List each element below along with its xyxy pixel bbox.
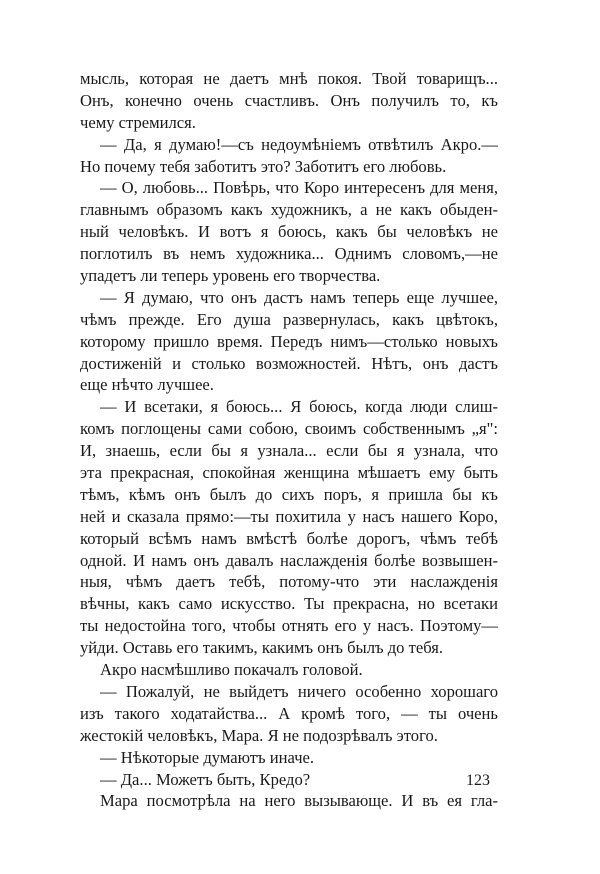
page-number: 123 bbox=[466, 772, 490, 789]
text-line: Онъ, конечно очень счастливъ. Онъ получилъ то, къ bbox=[80, 90, 498, 110]
text-line: И, знаешь, если бы я узнала... если бы я узнала, что bbox=[80, 441, 498, 461]
text-line: вѣчны, какъ само искусство. Ты прекрасна, но всетаки bbox=[80, 594, 498, 614]
text-line: поглотилъ въ немъ художника... Однимъ словомъ,—не bbox=[80, 244, 498, 264]
text-line: — Да, я думаю!—съ недоумѣніемъ отвѣтилъ Акро.— bbox=[100, 134, 498, 154]
text-line: еще нѣчто лучшее. bbox=[80, 375, 214, 395]
text-line: уйди. Оставь его такимъ, какимъ онъ былъ до тебя. bbox=[80, 638, 444, 658]
text-line: жестокій человѣкъ, Мара. Я не подозрѣвалъ этого. bbox=[80, 725, 438, 745]
text-line: — Да... Можетъ быть, Кредо? bbox=[100, 769, 311, 789]
page-body bbox=[80, 68, 498, 812]
text-line: ныя, чѣмъ даетъ тебѣ, потому-что эти наслажденія bbox=[80, 572, 498, 592]
text-line: достиженій и столько возможностей. Нѣтъ, онъ дастъ bbox=[80, 353, 498, 373]
text-line: чему стремился. bbox=[80, 112, 196, 132]
text-line: одной. И намъ онъ давалъ наслажденія болѣе возвышен- bbox=[80, 550, 498, 570]
text-line: ный человѣкъ. И вотъ я боюсь, какъ бы человѣкъ не bbox=[80, 222, 498, 242]
text-line: тѣмъ, кѣмъ онъ былъ до сихъ поръ, я пришла бы къ bbox=[80, 484, 498, 504]
text-line: мысль, которая не даетъ мнѣ покоя. Твой товарищъ... bbox=[80, 69, 498, 88]
text-line: чѣмъ прежде. Его душа развернулась, какъ цвѣтокъ, bbox=[80, 309, 498, 329]
text-line: главнымъ образомъ какъ художникъ, а не какъ обыден- bbox=[80, 200, 498, 220]
text-line: — И всетаки, я боюсь... Я боюсь, когда люди слиш- bbox=[100, 397, 498, 417]
text-line: которому пришло время. Передъ нимъ—столько новыхъ bbox=[80, 331, 498, 351]
text-line: Мара посмотрѣла на него вызывающе. И въ ея гла- bbox=[100, 791, 498, 811]
text-line: упадетъ ли теперь уровень его творчества. bbox=[80, 266, 381, 286]
text-line: — Нѣкоторые думаютъ иначе. bbox=[100, 747, 315, 767]
text-line: ты недостойна того, чтобы отнять его у насъ. Поэтому— bbox=[80, 616, 498, 636]
text-line: эта прекрасная, спокойная женщина мѣшаетъ ему быть bbox=[80, 463, 498, 483]
text-line: — Я думаю, что онъ дастъ намъ теперь еще лучшее, bbox=[100, 287, 498, 307]
text-line: ней и сказала прямо:—ты похитила у насъ нашего Коро, bbox=[80, 506, 498, 526]
text-line: комъ поглощены сами собою, своимъ собственнымъ „я": bbox=[80, 419, 498, 439]
text-line: — Пожалуй, не выйдетъ ничего особенно хорошаго bbox=[100, 681, 498, 701]
text-line: Акро насмѣшливо покачалъ головой. bbox=[100, 660, 363, 680]
text-line: который всѣмъ намъ вмѣстѣ болѣе дорогъ, чѣмъ тебѣ bbox=[80, 528, 498, 548]
text-line: — О, любовь... Повѣрь, что Коро интересенъ для меня, bbox=[100, 178, 498, 198]
text-line: изъ такого ходатайства... А кромѣ того, — ты очень bbox=[80, 703, 498, 723]
text-line: Но почему тебя заботитъ это? Заботитъ его любовь. bbox=[80, 156, 447, 176]
